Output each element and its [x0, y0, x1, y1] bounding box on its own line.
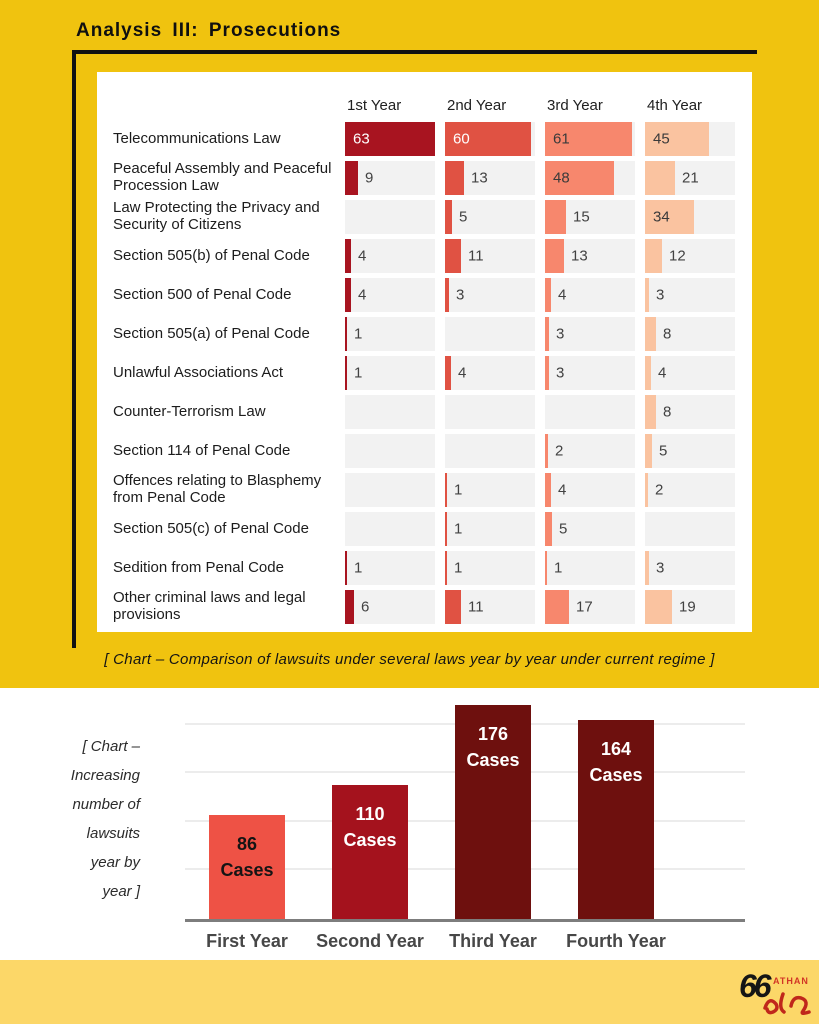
value-cell [445, 278, 535, 312]
value-text: 1 [454, 481, 463, 499]
value-cell [545, 200, 635, 234]
value-cell [645, 434, 735, 468]
value-cell [445, 512, 535, 546]
value-text: 1 [354, 364, 363, 382]
value-cell [645, 278, 735, 312]
value-text: 4 [558, 286, 567, 304]
value-text: 48 [553, 169, 570, 187]
bar-chart-caption [20, 732, 140, 906]
value-bar [345, 239, 351, 273]
value-cell [645, 551, 735, 585]
value-cell [445, 473, 535, 507]
value-cell [345, 317, 435, 351]
row-label: Offences relating to Blasphemy from Penal Code [113, 472, 322, 506]
row-label: Unlawful Associations Act [113, 363, 284, 381]
value-text: 6 [361, 598, 370, 616]
value-cell [545, 161, 635, 195]
value-cell [545, 278, 635, 312]
value-bar [545, 278, 551, 312]
vertical-rule [72, 50, 76, 648]
value-text: 2 [655, 481, 664, 499]
value-cell [345, 434, 435, 468]
value-bar [645, 395, 656, 429]
caption-line: year by [90, 854, 140, 871]
table-body [97, 122, 752, 624]
value-cell [445, 395, 535, 429]
column-header: 1st Year [347, 97, 402, 114]
value-text: 1 [454, 520, 463, 538]
caption-line: year ] [102, 883, 140, 900]
table-row [97, 239, 752, 273]
caption-line: [ Chart – [82, 738, 140, 755]
x-axis-label: Third Year [449, 931, 537, 951]
value-text: 1 [354, 325, 363, 343]
table-row [97, 512, 752, 546]
value-text: 2 [555, 442, 564, 460]
value-cell [345, 200, 435, 234]
value-bar [545, 356, 549, 390]
value-text: 21 [682, 169, 699, 187]
value-cell [445, 317, 535, 351]
value-cell [545, 512, 635, 546]
value-cell [345, 590, 435, 624]
value-text: 17 [576, 598, 593, 616]
value-cell [345, 473, 435, 507]
row-label: Section 505(b) of Penal Code [113, 246, 310, 264]
value-cell [445, 356, 535, 390]
value-cell [345, 512, 435, 546]
value-bar [545, 473, 551, 507]
value-bar [445, 278, 449, 312]
case-bar [578, 720, 654, 919]
athan-logo [721, 968, 813, 1020]
row-label: Section 114 of Penal Code [113, 441, 291, 459]
value-text: 45 [653, 130, 670, 148]
row-label: Section 500 of Penal Code [113, 285, 292, 303]
case-bar [332, 785, 408, 919]
column-header: 2nd Year [447, 97, 507, 114]
row-label: Section 505(c) of Penal Code [113, 519, 309, 537]
value-text: 4 [658, 364, 667, 382]
value-text: 34 [653, 208, 670, 226]
value-cell [545, 434, 635, 468]
case-bar [209, 815, 285, 919]
value-bar [445, 161, 464, 195]
value-text: 3 [656, 286, 665, 304]
value-cell [545, 317, 635, 351]
value-cell [445, 161, 535, 195]
value-bar [645, 239, 662, 273]
table-row [97, 551, 752, 585]
value-cell [345, 161, 435, 195]
value-bar [545, 200, 566, 234]
value-text: 11 [468, 247, 484, 265]
value-cell [645, 200, 735, 234]
value-text: 8 [663, 403, 672, 421]
value-cell [645, 239, 735, 273]
bar-value-label: 86 Cases [220, 834, 274, 880]
value-text: 3 [656, 559, 665, 577]
value-bar [545, 512, 552, 546]
bar-chart-plot [185, 688, 745, 951]
value-bar [445, 551, 447, 585]
value-text: 5 [659, 442, 668, 460]
value-cell [345, 239, 435, 273]
value-bar [645, 161, 675, 195]
table-header-row [97, 84, 752, 114]
table-row [97, 278, 752, 312]
row-label: Law Protecting the Privacy and Security of Citizens [113, 199, 320, 233]
value-bar [645, 551, 649, 585]
table-row [97, 590, 752, 624]
table-row [97, 122, 752, 156]
value-cell [645, 317, 735, 351]
row-label: Other criminal laws and legal provisions [113, 589, 306, 623]
value-cell [645, 122, 735, 156]
value-cell [545, 356, 635, 390]
value-cell [545, 590, 635, 624]
table-row [97, 473, 752, 507]
value-text: 5 [559, 520, 568, 538]
value-cell [445, 200, 535, 234]
caption-line: number of [72, 796, 140, 813]
value-cell [545, 551, 635, 585]
case-bar [455, 705, 531, 919]
x-axis-label: Second Year [316, 931, 424, 951]
value-cell [345, 356, 435, 390]
value-cell [645, 473, 735, 507]
value-cell [645, 161, 735, 195]
column-header: 3rd Year [547, 97, 603, 114]
value-cell [345, 395, 435, 429]
athan-brand-label: ATHAN [773, 976, 809, 986]
value-cell [645, 395, 735, 429]
value-cell [545, 239, 635, 273]
value-text: 13 [471, 169, 488, 187]
value-cell [545, 473, 635, 507]
value-cell [445, 551, 535, 585]
row-label: Sedition from Penal Code [113, 558, 284, 576]
value-bar [645, 434, 652, 468]
value-text: 13 [571, 247, 588, 265]
value-bar [345, 317, 347, 351]
bar-value-label: 176 Cases [466, 724, 520, 770]
value-text: 11 [468, 598, 484, 616]
value-cell [345, 122, 435, 156]
value-text: 3 [556, 364, 565, 382]
value-bar [445, 356, 451, 390]
value-bar [445, 200, 452, 234]
footer-strip [0, 960, 819, 1024]
row-label: Counter-Terrorism Law [113, 402, 266, 420]
bar-chart-section [0, 688, 819, 960]
row-label: Section 505(a) of Penal Code [113, 324, 310, 342]
athan-script-icon [761, 986, 813, 1018]
bar-value-label: 110 Cases [343, 804, 397, 850]
value-bar [345, 551, 347, 585]
value-bar [645, 473, 648, 507]
value-bar [545, 317, 549, 351]
value-text: 12 [669, 247, 686, 265]
value-text: 8 [663, 325, 672, 343]
value-text: 60 [453, 130, 470, 148]
value-text: 19 [679, 598, 696, 616]
table-row [97, 317, 752, 351]
value-bar [645, 590, 672, 624]
value-text: 9 [365, 169, 374, 187]
column-header: 4th Year [647, 97, 703, 114]
value-cell [545, 122, 635, 156]
row-label: Peaceful Assembly and Peaceful Procession Law [113, 160, 332, 194]
value-text: 1 [454, 559, 463, 577]
value-text: 5 [459, 208, 468, 226]
value-text: 3 [556, 325, 565, 343]
value-bar [345, 590, 354, 624]
value-bar [645, 317, 656, 351]
table-caption: [ Chart – Comparison of lawsuits under several laws year by year under current regime ] [104, 651, 715, 668]
value-bar [645, 278, 649, 312]
value-cell [445, 239, 535, 273]
value-text: 1 [554, 559, 563, 577]
value-text: 4 [358, 286, 367, 304]
value-bar [445, 590, 461, 624]
value-bar [645, 356, 651, 390]
value-bar [345, 278, 351, 312]
value-text: 63 [353, 130, 370, 148]
value-cell [545, 395, 635, 429]
value-bar [545, 434, 548, 468]
value-bar [545, 239, 564, 273]
value-text: 61 [553, 130, 570, 148]
x-axis-label: First Year [206, 931, 288, 951]
horizontal-rule [72, 50, 757, 54]
value-text: 1 [354, 559, 363, 577]
value-text: 3 [456, 286, 465, 304]
caption-line: Increasing [70, 767, 140, 784]
value-cell [445, 590, 535, 624]
value-bar [345, 356, 347, 390]
table-row [97, 356, 752, 390]
value-cell [345, 551, 435, 585]
value-cell [445, 434, 535, 468]
bar-value-label: 164 Cases [589, 739, 643, 785]
table-row [97, 434, 752, 468]
row-label: Telecommunications Law [113, 129, 281, 147]
value-cell [645, 512, 735, 546]
value-bar [545, 551, 547, 585]
athan-logo-mark: 66 [739, 968, 769, 1004]
value-cell [445, 122, 535, 156]
table-row [97, 161, 752, 195]
value-cell [645, 590, 735, 624]
value-text: 4 [358, 247, 367, 265]
comparison-table-panel [97, 72, 752, 632]
value-bar [445, 239, 461, 273]
table-row [97, 200, 752, 234]
caption-line: lawsuits [86, 825, 140, 842]
page-title: Analysis III: Prosecutions [76, 20, 342, 41]
value-bar [545, 590, 569, 624]
value-cell [345, 278, 435, 312]
value-text: 15 [573, 208, 590, 226]
value-bar [445, 512, 447, 546]
table-row [97, 395, 752, 429]
value-text: 4 [458, 364, 467, 382]
value-text: 4 [558, 481, 567, 499]
value-bar [445, 473, 447, 507]
x-axis-label: Fourth Year [566, 931, 666, 951]
value-bar [345, 161, 358, 195]
value-cell [645, 356, 735, 390]
